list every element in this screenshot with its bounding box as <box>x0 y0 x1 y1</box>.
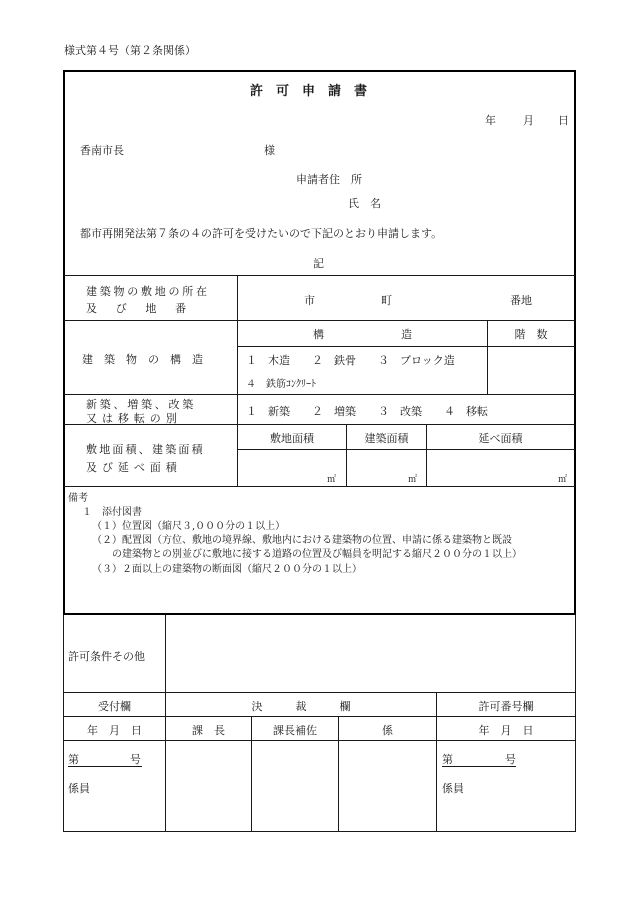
building-area-header: 建築面積 <box>364 432 409 445</box>
location-label-line2: 及 び 地 番 <box>86 302 190 315</box>
structure-label: 建 築 物 の 構 造 <box>82 353 203 366</box>
structure-options-line2: ４ 鉄筋ｺﾝｸﾘｰﾄ <box>246 379 316 390</box>
permit-conditions-label: 許可条件その他 <box>68 650 145 663</box>
form-number: 様式第４号（第２条関係） <box>64 44 196 57</box>
addressee-honorific: 様 <box>264 144 275 157</box>
reception-dai: 第 <box>68 753 79 766</box>
permit-number-header: 許可番号欄 <box>478 700 534 713</box>
permit-date: 年 月 日 <box>478 724 534 737</box>
reception-go: 号 <box>130 753 141 766</box>
site-area-unit: ㎡ <box>327 475 337 485</box>
remarks-sub2-line1: （２）配置図（方位、敷地の境界線、敷地内における建築物の位置、申請に係る建築物と既設 <box>92 535 512 546</box>
total-floor-area-header: 延べ面積 <box>478 432 523 445</box>
deputy-chief-header: 課長補佐 <box>273 724 317 737</box>
remarks-sub3: （３）２面以上の建築物の断面図（縮尺２００分の１以上） <box>92 564 362 575</box>
date-year: 年 <box>485 114 496 127</box>
section-chief-header: 課 長 <box>192 724 225 737</box>
site-area-header: 敷地面積 <box>270 432 314 445</box>
permit-go: 号 <box>505 753 516 766</box>
construction-type-label-line1: 新築、増築、改築 <box>86 398 196 411</box>
remarks-sub1: （１）位置図（縮尺３,０００分の１以上） <box>92 521 286 532</box>
remarks-sub2-line2: の建築物との別並びに敷地に接する道路の位置及び幅員を明記する縮尺２００分の１以上） <box>112 549 522 560</box>
date-month: 月 <box>523 114 534 127</box>
date-day: 日 <box>558 114 569 127</box>
location-town: 町 <box>381 294 392 307</box>
applicant-address-label: 申請者住 所 <box>296 173 362 186</box>
structure-column-header: 構 造 <box>313 328 412 341</box>
reception-date: 年 月 日 <box>87 724 142 737</box>
applicant-name-label: 氏 名 <box>348 197 381 210</box>
application-statement: 都市再開発法第７条の４の許可を受けたいので下記のとおり申請します。 <box>80 227 443 240</box>
form-title: 許 可 申 請 書 <box>250 84 368 99</box>
ki-mark: 記 <box>313 257 324 270</box>
addressee-name: 香南市長 <box>80 144 124 157</box>
permit-clerk: 係員 <box>442 782 464 795</box>
building-area-unit: ㎡ <box>408 475 418 485</box>
reception-header: 受付欄 <box>98 700 131 713</box>
area-label-line1: 敷地面積、建築面積 <box>86 443 205 456</box>
location-lot: 番地 <box>510 294 532 307</box>
area-label-line2: 及び延べ面積 <box>86 461 182 474</box>
total-floor-area-unit: ㎡ <box>558 475 568 485</box>
staff-header: 係 <box>382 724 393 737</box>
reception-clerk: 係員 <box>68 782 90 795</box>
remarks-item1: １ 添付図書 <box>82 507 142 518</box>
structure-options-line1: １ 木造 ２ 鉄骨 ３ ブロック造 <box>246 354 455 367</box>
decision-header: 決 裁 欄 <box>251 700 351 713</box>
construction-type-options: １ 新築 ２ 増築 ３ 改築 ４ 移転 <box>246 405 488 418</box>
construction-type-label-line2: 又は移転の別 <box>86 412 182 425</box>
location-label-line1: 建築物の敷地の所在 <box>86 285 210 298</box>
permit-dai: 第 <box>442 753 453 766</box>
remarks-heading: 備考 <box>68 493 88 504</box>
location-city: 市 <box>304 294 315 307</box>
floors-column-header: 階 数 <box>514 328 548 341</box>
